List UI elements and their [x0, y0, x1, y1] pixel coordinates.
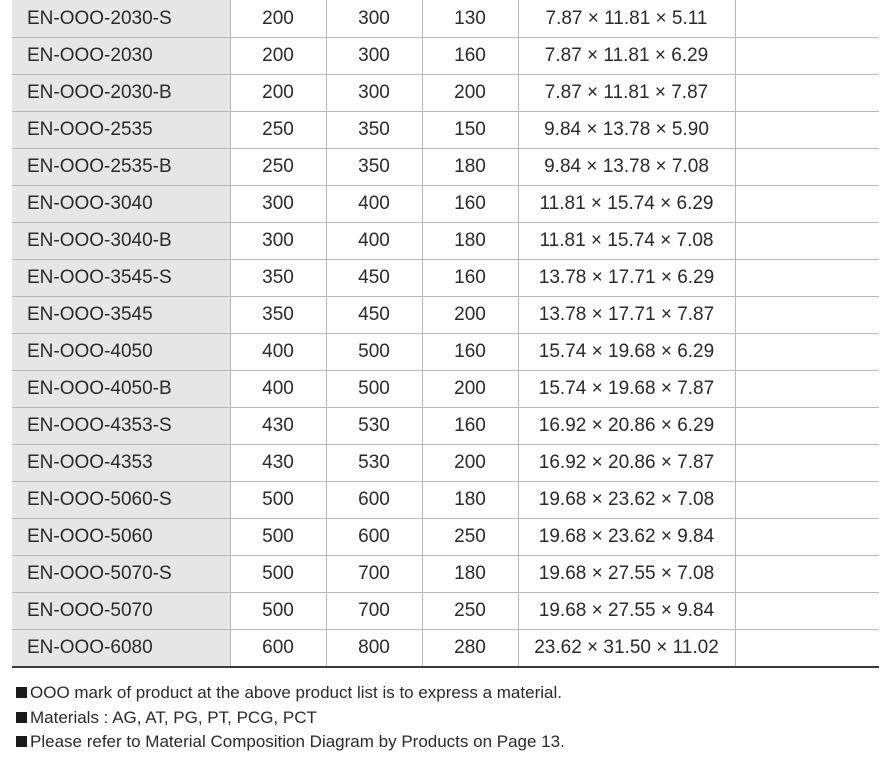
dimension-b-cell: 600	[326, 519, 422, 556]
dimension-b-cell: 800	[326, 630, 422, 668]
dimension-c-cell: 180	[422, 482, 518, 519]
dimension-a-cell: 200	[230, 75, 326, 112]
inch-size-cell: 9.84 × 13.78 × 5.90	[518, 112, 735, 149]
model-cell: EN-OOO-2535	[12, 112, 230, 149]
dimension-a-cell: 350	[230, 260, 326, 297]
inch-size-cell: 11.81 × 15.74 × 6.29	[518, 186, 735, 223]
footnote	[16, 730, 565, 755]
dimension-b-cell: 300	[326, 0, 422, 38]
table-row	[12, 0, 879, 38]
model-cell: EN-OOO-3545	[12, 297, 230, 334]
blank-cell	[735, 75, 879, 112]
footnote-text: Materials : AG, AT, PG, PT, PCG, PCT	[30, 707, 317, 727]
inch-size-cell: 19.68 × 27.55 × 9.84	[518, 593, 735, 630]
dimension-a-cell: 500	[230, 556, 326, 593]
blank-cell	[735, 38, 879, 75]
table-row	[12, 75, 879, 112]
dimension-c-cell: 160	[422, 408, 518, 445]
blank-cell	[735, 260, 879, 297]
blank-cell	[735, 445, 879, 482]
dimension-c-cell: 250	[422, 519, 518, 556]
inch-size-cell: 19.68 × 23.62 × 7.08	[518, 482, 735, 519]
inch-size-cell: 7.87 × 11.81 × 7.87	[518, 75, 735, 112]
blank-cell	[735, 630, 879, 668]
blank-cell	[735, 334, 879, 371]
table-row	[12, 371, 879, 408]
dimension-a-cell: 430	[230, 408, 326, 445]
table-row	[12, 482, 879, 519]
footnotes	[16, 681, 565, 755]
dimension-a-cell: 250	[230, 149, 326, 186]
dimension-a-cell: 250	[230, 112, 326, 149]
dimension-c-cell: 180	[422, 223, 518, 260]
square-bullet-icon	[16, 712, 27, 723]
model-cell: EN-OOO-6080	[12, 630, 230, 668]
table-row	[12, 149, 879, 186]
footnote	[16, 681, 565, 706]
footnote	[16, 706, 565, 731]
dimension-b-cell: 450	[326, 260, 422, 297]
table-row	[12, 112, 879, 149]
dimension-b-cell: 300	[326, 75, 422, 112]
dimension-c-cell: 160	[422, 38, 518, 75]
blank-cell	[735, 223, 879, 260]
dimension-a-cell: 200	[230, 0, 326, 38]
dimension-a-cell: 350	[230, 297, 326, 334]
model-cell: EN-OOO-5060	[12, 519, 230, 556]
inch-size-cell: 13.78 × 17.71 × 7.87	[518, 297, 735, 334]
table-row	[12, 519, 879, 556]
dimension-c-cell: 200	[422, 75, 518, 112]
blank-cell	[735, 297, 879, 334]
table-row	[12, 260, 879, 297]
inch-size-cell: 16.92 × 20.86 × 7.87	[518, 445, 735, 482]
dimension-b-cell: 400	[326, 186, 422, 223]
dimension-a-cell: 400	[230, 371, 326, 408]
table-row	[12, 334, 879, 371]
dimension-b-cell: 530	[326, 445, 422, 482]
inch-size-cell: 15.74 × 19.68 × 7.87	[518, 371, 735, 408]
dimension-c-cell: 130	[422, 0, 518, 38]
square-bullet-icon	[16, 687, 27, 698]
inch-size-cell: 7.87 × 11.81 × 6.29	[518, 38, 735, 75]
dimension-b-cell: 500	[326, 334, 422, 371]
dimension-b-cell: 700	[326, 593, 422, 630]
dimension-a-cell: 500	[230, 482, 326, 519]
dimension-a-cell: 200	[230, 38, 326, 75]
model-cell: EN-OOO-4050	[12, 334, 230, 371]
inch-size-cell: 19.68 × 23.62 × 9.84	[518, 519, 735, 556]
blank-cell	[735, 408, 879, 445]
blank-cell	[735, 556, 879, 593]
dimension-c-cell: 200	[422, 445, 518, 482]
inch-size-cell: 7.87 × 11.81 × 5.11	[518, 0, 735, 38]
dimension-c-cell: 250	[422, 593, 518, 630]
table-row	[12, 408, 879, 445]
square-bullet-icon	[16, 736, 27, 747]
dimension-a-cell: 400	[230, 334, 326, 371]
model-cell: EN-OOO-4353-S	[12, 408, 230, 445]
dimension-b-cell: 400	[326, 223, 422, 260]
dimension-b-cell: 700	[326, 556, 422, 593]
table-body	[12, 0, 879, 667]
dimension-a-cell: 300	[230, 186, 326, 223]
blank-cell	[735, 371, 879, 408]
table-row	[12, 223, 879, 260]
dimension-b-cell: 450	[326, 297, 422, 334]
model-cell: EN-OOO-4353	[12, 445, 230, 482]
model-cell: EN-OOO-2030	[12, 38, 230, 75]
model-cell: EN-OOO-3040-B	[12, 223, 230, 260]
dimension-c-cell: 180	[422, 556, 518, 593]
inch-size-cell: 15.74 × 19.68 × 6.29	[518, 334, 735, 371]
dimension-a-cell: 430	[230, 445, 326, 482]
dimension-a-cell: 600	[230, 630, 326, 668]
table-row	[12, 630, 879, 668]
inch-size-cell: 19.68 × 27.55 × 7.08	[518, 556, 735, 593]
dimension-c-cell: 280	[422, 630, 518, 668]
blank-cell	[735, 186, 879, 223]
table-row	[12, 556, 879, 593]
model-cell: EN-OOO-3040	[12, 186, 230, 223]
table-row	[12, 593, 879, 630]
dimension-b-cell: 500	[326, 371, 422, 408]
dimension-c-cell: 200	[422, 371, 518, 408]
dimension-c-cell: 200	[422, 297, 518, 334]
dimension-c-cell: 160	[422, 334, 518, 371]
dimension-b-cell: 350	[326, 112, 422, 149]
dimension-c-cell: 150	[422, 112, 518, 149]
dimension-a-cell: 500	[230, 519, 326, 556]
model-cell: EN-OOO-5070-S	[12, 556, 230, 593]
inch-size-cell: 23.62 × 31.50 × 11.02	[518, 630, 735, 668]
dimension-b-cell: 300	[326, 38, 422, 75]
inch-size-cell: 16.92 × 20.86 × 6.29	[518, 408, 735, 445]
dimension-b-cell: 600	[326, 482, 422, 519]
dimension-c-cell: 180	[422, 149, 518, 186]
blank-cell	[735, 149, 879, 186]
dimension-b-cell: 530	[326, 408, 422, 445]
inch-size-cell: 9.84 × 13.78 × 7.08	[518, 149, 735, 186]
product-size-table	[12, 0, 879, 668]
dimension-c-cell: 160	[422, 186, 518, 223]
blank-cell	[735, 482, 879, 519]
footnote-text: OOO mark of product at the above product list is to express a material.	[30, 683, 562, 702]
inch-size-cell: 11.81 × 15.74 × 7.08	[518, 223, 735, 260]
blank-cell	[735, 593, 879, 630]
table-row	[12, 186, 879, 223]
table-row	[12, 445, 879, 482]
blank-cell	[735, 0, 879, 38]
table-row	[12, 38, 879, 75]
model-cell: EN-OOO-2030-B	[12, 75, 230, 112]
model-cell: EN-OOO-3545-S	[12, 260, 230, 297]
dimension-c-cell: 160	[422, 260, 518, 297]
model-cell: EN-OOO-2030-S	[12, 0, 230, 38]
blank-cell	[735, 519, 879, 556]
model-cell: EN-OOO-2535-B	[12, 149, 230, 186]
blank-cell	[735, 112, 879, 149]
model-cell: EN-OOO-5060-S	[12, 482, 230, 519]
inch-size-cell: 13.78 × 17.71 × 6.29	[518, 260, 735, 297]
dimension-b-cell: 350	[326, 149, 422, 186]
table-row	[12, 297, 879, 334]
dimension-a-cell: 500	[230, 593, 326, 630]
model-cell: EN-OOO-4050-B	[12, 371, 230, 408]
dimension-a-cell: 300	[230, 223, 326, 260]
footnote-text: Please refer to Material Composition Diagram by Products on Page 13.	[30, 732, 565, 751]
model-cell: EN-OOO-5070	[12, 593, 230, 630]
